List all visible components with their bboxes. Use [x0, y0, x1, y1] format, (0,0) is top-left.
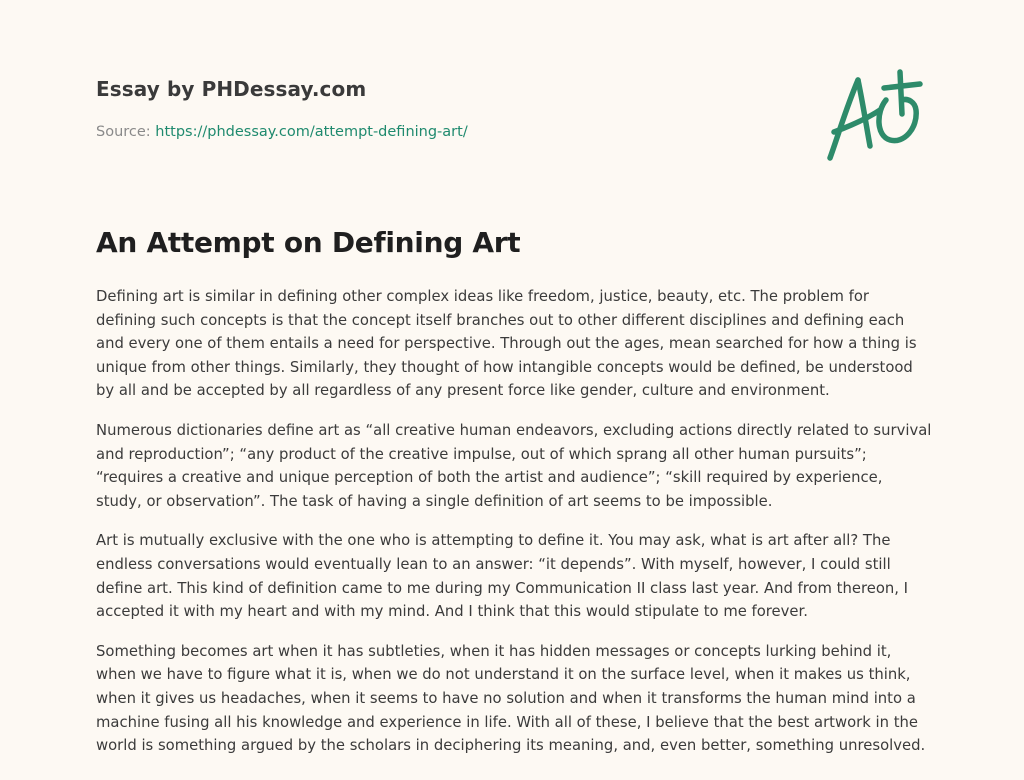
- site-brand: Essay by PHDessay.com: [96, 77, 367, 101]
- essay-title: An Attempt on Defining Art: [96, 226, 521, 259]
- source-line: [96, 124, 468, 140]
- essay-paragraph: Defining art is similar in defining other complex ideas like freedom, justice, beauty, etc. The problem for defining such concepts is that the concept itself branches out to other different disciplines and defining each and every one of them entails a need for perspective. Through out the ages, mean searched for how a thing is unique from other things. Similarly, they thought of how intangible concepts would be defined, be understood by all and be accepted by all regardless of any present force like gender, culture and environment.: [96, 288, 917, 400]
- essay-paragraph: Art is mutually exclusive with the one who is attempting to define it. You may ask, what is art after all? The endless conversations would eventually lean to an answer: “it depends”. With myself, however, I could still define art. This kind of definition came to me during my Communication II class last year. And from thereon, I accepted it with my heart and with my mind. And I think that this would stipulate to me forever.: [96, 532, 909, 621]
- a-plus-logo-icon: [820, 66, 930, 166]
- essay-body: [96, 285, 932, 774]
- source-label: Source:: [96, 124, 151, 140]
- essay-paragraph: Something becomes art when it has subtleties, when it has hidden messages or concepts lurking behind it, when we have to figure what it is, when we do not understand it on the surface level, when it makes us think, when it gives us headaches, when it seems to have no solution and when it transforms the human mind into a machine fusing all his knowledge and experience in life. With all of these, I believe that the best artwork in the world is something argued by the scholars in deciphering its meaning, and, even better, something unresolved.: [96, 642, 926, 755]
- essay-paragraph: Numerous dictionaries define art as “all creative human endeavors, excluding actions directly related to survival and reproduction”; “any product of the creative impulse, out of which sprang all other human pursuits”; “requires a creative and unique perception of both the artist and audience”; “skill required by experience, study, or observation”. The task of having a single definition of art seems to be impossible.: [96, 421, 932, 510]
- source-link[interactable]: https://phdessay.com/attempt-defining-art/: [155, 124, 468, 140]
